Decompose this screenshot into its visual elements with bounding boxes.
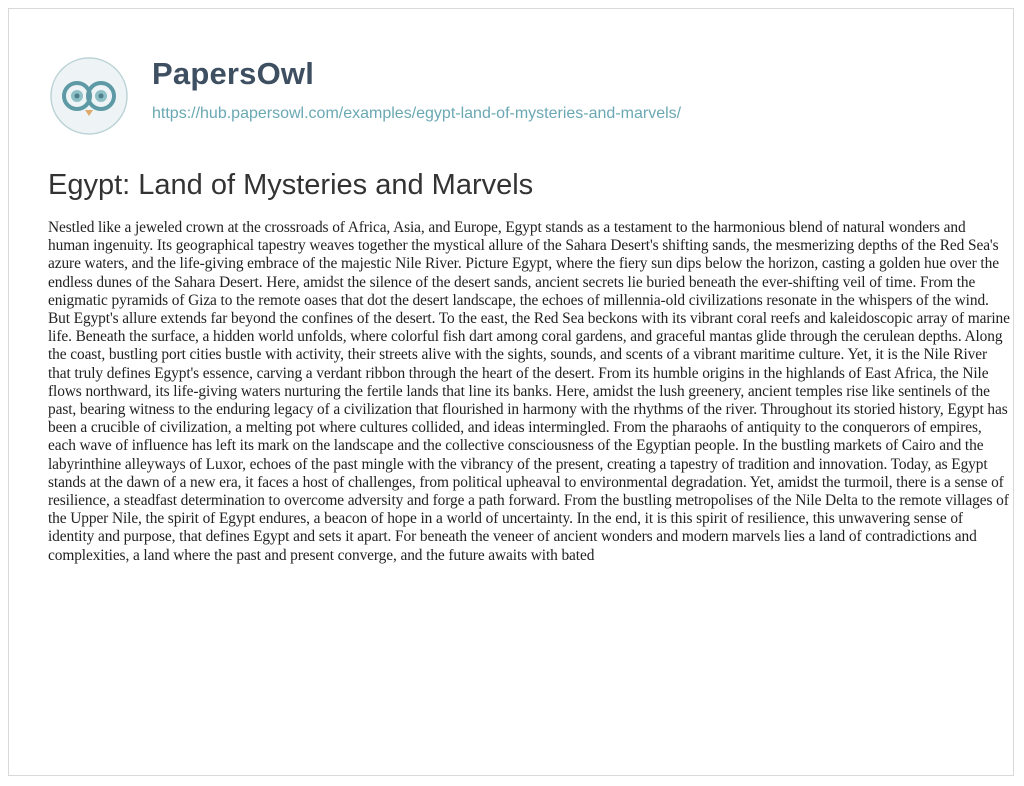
source-url-link[interactable]: https://hub.papersowl.com/examples/egypt-land-of-mysteries-and-marvels/ (152, 105, 682, 122)
owl-eyes-logo-icon (49, 56, 129, 136)
brand-name[interactable]: PapersOwl (152, 56, 315, 91)
document-title: Egypt: Land of Mysteries and Marvels (48, 169, 534, 201)
document-body: Nestled like a jeweled crown at the crossroads of Africa, Asia, and Europe, Egypt stands as a testament to the harmonious blend of natural wonders and human ingenuity. Its geographical tapestry weaves together the mystical allure of the Sahara Desert's shifting sands, the mesmerizing depths of the Red Sea's azure waters, and the life-giving embrace of the majestic Nile River. Picture Egypt, where the fiery sun dips below the horizon, casting a golden hue over the endless dunes of the Sahara Desert. Here, amidst the silence of the desert sands, ancient secrets lie buried beneath the ever-shifting veil of time. From the enigmatic pyramids of Giza to the remote oases that dot the desert landscape, the echoes of millennia-old civilizations resonate in the whispers of the wind. But Egypt's allure extends far beyond the confines of the desert. To the east, the Red Sea beckons with its vibrant coral reefs and kaleidoscopic array of marine life. Beneath the surface, a hidden world unfolds, where colorful fish dart among coral gardens, and graceful mantas glide through the cerulean depths. Along the coast, bustling port cities bustle with activity, their streets alive with the sights, sounds, and scents of a vibrant maritime culture. Yet, it is the Nile River that truly defines Egypt's essence, carving a verdant ribbon through the heart of the desert. From its humble origins in the highlands of East Africa, the Nile flows northward, its life-giving waters nurturing the fertile lands that line its banks. Here, amidst the lush greenery, ancient temples rise like sentinels of the past, bearing witness to the enduring legacy of a civilization that flourished in harmony with the rhythms of the river. Throughout its storied history, Egypt has been a crucible of civilization, a melting pot where cultures collided, and ideas intermingled. From the pharaohs of antiquity to the conquerors of empires, each wave of influence has left its mark on the landscape and the collective consciousness of the Egyptian people. In the bustling markets of Cairo and the labyrinthine alleyways of Luxor, echoes of the past mingle with the vibrancy of the present, creating a tapestry of tradition and innovation. Today, as Egypt stands at the dawn of a new era, it faces a host of challenges, from political upheaval to environmental degradation. Yet, amidst the turmoil, there is a sense of resilience, a steadfast determination to overcome adversity and forge a path forward. From the bustling metropolises of the Nile Delta to the remote villages of the Upper Nile, the spirit of Egypt endures, a beacon of hope in a world of uncertainty. In the end, it is this spirit of resilience, this unwavering sense of identity and purpose, that defines Egypt and sets it apart. For beneath the veneer of ancient wonders and modern marvels lies a land of contradictions and complexities, a land where the past and present converge, and the future awaits with bated (48, 219, 1010, 564)
site-header (49, 56, 949, 136)
